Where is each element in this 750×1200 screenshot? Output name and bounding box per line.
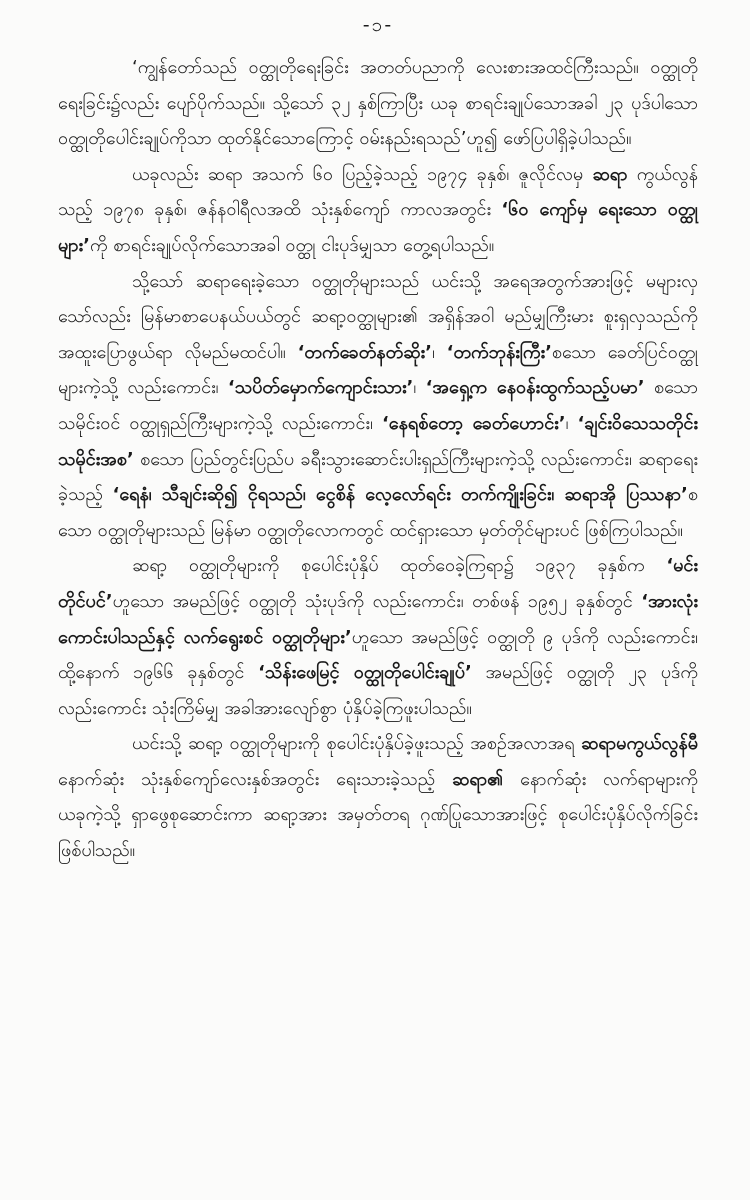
body-text xyxy=(58,50,698,869)
bold-text: ‘ရေနံ၊ သီချင်းဆို၍ ငိုရသည်၊ ငွေစိန် လေ့လော်ရင်း တက်ကျိုးခြင်း၊ ဆရာအို ပြဿနာ’ xyxy=(112,484,688,506)
body-text-span: ဆရာ့ ဝတ္ထုတိုများကို စုပေါင်းပုံနှိပ် ထုတ်ဝေခဲ့ကြရာ၌ ၁၉၃၇ ခုနှစ်က xyxy=(132,555,667,577)
body-text-span: စသော သမိုင်းဝင် ဝတ္ထုရှည်ကြီးများကဲ့သို့ လည်းကောင်း၊ xyxy=(58,377,698,434)
paragraph-p4 xyxy=(58,548,698,726)
bold-text: ‘မင်းတိုင်ပင်’ xyxy=(58,555,698,612)
body-text-span: နောက်ဆုံး သုံးနှစ်ကျော်လေးနှစ်အတွင်း ရေးသားခဲ့သည့် xyxy=(58,768,453,790)
bold-text: ‘သပိတ်မှောက်ကျောင်းသား’ xyxy=(227,377,414,399)
bold-text: ‘တက်ဘုန်းကြီး’ xyxy=(446,341,552,363)
bold-text: ဆရာ xyxy=(592,163,628,185)
body-text-span: ၊ xyxy=(431,341,447,363)
bold-text: ‘အားလုံးကောင်းပါသည်နှင့် လက်ရွေးစင် ဝတ္ထုတိုများ’ xyxy=(58,590,698,648)
bold-text: ‘နေရစ်တော့ ခေတ်ဟောင်း’ xyxy=(381,412,566,434)
body-text-span: ၊ xyxy=(413,377,426,399)
body-text-span: သို့သော် ဆရာရေးခဲ့သော ဝတ္ထုတိုများသည် ယင်းသို့ အရေအတွက်အားဖြင့် မများလှသော်လည်း မြန်မာစာပေနယ်ပယ်တွင် ဆရာ့ဝတ္ထုများ၏ အရှိန်အဝါ မည်မျှကြီးမား စူးရှလှသည်ကို အထူးပြောဖွယ်ရာ လိုမည်မထင်ပါ။ xyxy=(58,270,698,363)
bold-text: ‘သိန်းဖေမြင့် ဝတ္ထုတိုပေါင်းချုပ်’ xyxy=(258,662,472,684)
bold-text: ‘တက်ခေတ်နတ်ဆိုး’ xyxy=(297,341,432,363)
page-number: -၁- xyxy=(362,14,394,36)
body-text-span: နောက်ဆုံး လက်ရာများကို ယခုကဲ့သို့ ရှာဖွေစုဆောင်းကာ ဆရာ့အား အမှတ်တရ ဂုဏ်ပြုသောအားဖြင့် စုပေါင်းပုံနှိပ်လိုက်ခြင်း ဖြစ်ပါသည်။ xyxy=(58,768,698,862)
body-text-span: စသော ဝတ္ထုတိုများသည် မြန်မာ ဝတ္ထုတိုလောကတွင် ထင်ရှားသော မှတ်တိုင်များပင် ဖြစ်ကြပါသည်။ xyxy=(58,484,698,541)
body-text-span: ဟူသော အမည်ဖြင့် ဝတ္ထုတို သုံးပုဒ်ကို လည်းကောင်း၊ တစ်ဖန် ၁၉၅၂ ခုနှစ်တွင် xyxy=(112,590,642,612)
body-text-span: ကွယ်လွန်သည့် ၁၉၇၈ ခုနှစ်၊ ဇန်နဝါရီလအထိ သုံးနှစ်ကျော် ကာလအတွင်း xyxy=(58,163,698,221)
body-text-span: ကို စာရင်းချုပ်လိုက်သောအခါ ဝတ္ထု ငါးပုဒ်မျှသာ တွေ့ရပါသည်။ xyxy=(89,234,495,256)
body-text-span: ယင်းသို့ ဆရာ့ ဝတ္ထုတိုများကို စုပေါင်းပုံနှိပ်ခဲ့ဖူးသည့် အစဉ်အလာအရ xyxy=(132,733,582,755)
bold-text: ‘အရှေ့က နေဝန်းထွက်သည့်ပမာ’ xyxy=(425,377,645,399)
body-text-span: ‘ကျွန်တော်သည် ဝတ္ထုတိုရေးခြင်း အတတ်ပညာကို လေးစားအထင်ကြီးသည်။ ဝတ္ထုတိုရေးခြင်း၌လည်း ပျော်ပိုက်သည်။ သို့သော် ၃၂ နှစ်ကြာပြီး ယခု စာရင်းချုပ်သောအခါ ၂၃ ပုဒ်ပါသော ဝတ္ထုတိုပေါင်းချုပ်ကိုသာ ထုတ်နိုင်သောကြောင့် ဝမ်းနည်းရသည်’ဟူ၍ ဖော်ပြပါရှိခဲ့ပါသည်။ xyxy=(58,57,698,150)
paragraph-p1 xyxy=(58,50,698,157)
bold-text: ဆရာမကွယ်လွန်မီ xyxy=(581,733,698,755)
bold-text: ဆရာ၏ xyxy=(452,768,504,790)
body-text-span: စသော ခေတ်ပြင်ဝတ္ထုများကဲ့သို့ လည်းကောင်း၊ xyxy=(58,341,698,399)
paragraph-p2 xyxy=(58,157,698,264)
bold-text: ‘ချင်းဝိသေသတိုင်း သမိုင်းအစ’ xyxy=(58,412,698,470)
body-text-span: စသော ပြည်တွင်းပြည်ပ ခရီးသွားဆောင်းပါးရှည်ကြီးများကဲ့သို့ လည်းကောင်း၊ ဆရာရေးခဲ့သည့် xyxy=(58,448,698,506)
body-text-span: ယခုလည်း ဆရာ အသက် ၆၀ ပြည့်ခဲ့သည့် ၁၉၇၄ ခုနှစ်၊ ဇူလိုင်လမှ xyxy=(132,163,593,185)
body-text-span: အမည်ဖြင့် ဝတ္ထုတို ၂၃ ပုဒ်ကို လည်းကောင်း သုံးကြိမ်မျှ အခါအားလျော်စွာ ပုံနှိပ်ခဲ့ကြဖူးပါသည်။ xyxy=(58,662,698,719)
body-text-span: ဟူသော အမည်ဖြင့် ဝတ္ထုတို ၉ ပုဒ်ကို လည်းကောင်း၊ ထို့နောက် ၁၉၆၆ ခုနှစ်တွင် xyxy=(58,626,699,684)
paragraph-p5 xyxy=(58,726,698,868)
body-text-span: ၊ xyxy=(565,412,578,434)
bold-text: ‘၆၀ ကျော်မှ ရေးသော ဝတ္ထုများ’ xyxy=(58,199,699,256)
paragraph-p3 xyxy=(58,264,698,549)
